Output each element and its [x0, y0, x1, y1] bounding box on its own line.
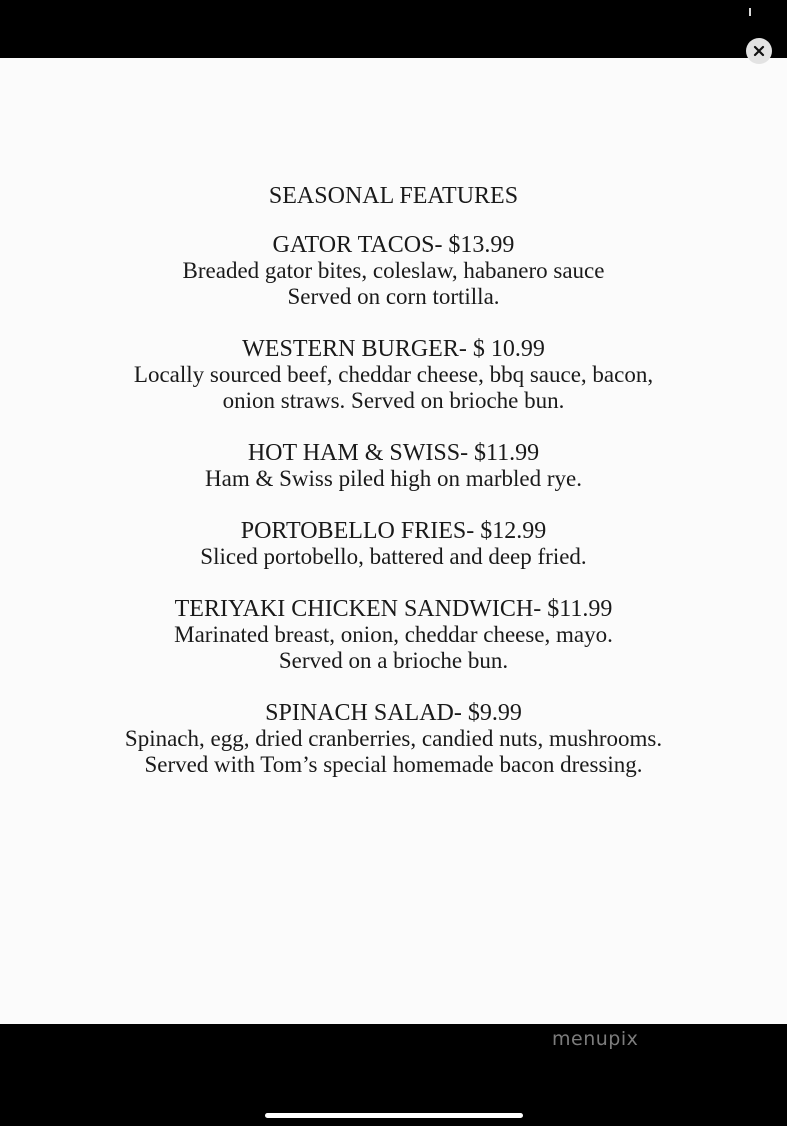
menu-list	[0, 232, 787, 804]
menu-item	[0, 518, 787, 570]
menu-item-description-line: Sliced portobello, battered and deep fried.	[200, 544, 587, 569]
menu-item-description-line: onion straws. Served on brioche bun.	[222, 388, 565, 413]
menu-item-description-line: Ham & Swiss piled high on marbled rye.	[205, 466, 582, 491]
home-indicator[interactable]	[265, 1113, 523, 1118]
menu-item	[0, 440, 787, 492]
close-icon	[753, 45, 765, 57]
menu-item-description-line: Served with Tom’s special homemade bacon dressing.	[144, 752, 643, 777]
close-button[interactable]	[746, 38, 772, 64]
menu-page-image	[0, 58, 787, 1024]
menu-item	[0, 596, 787, 674]
menu-item-name-price: WESTERN BURGER- $ 10.99	[242, 336, 545, 362]
menu-item	[0, 232, 787, 310]
menu-item-name-price: PORTOBELLO FRIES- $12.99	[240, 518, 547, 544]
menu-item-description-line: Served on corn tortilla.	[287, 284, 500, 309]
menu-title: SEASONAL FEATURES	[268, 183, 519, 209]
menupix-watermark: menupix	[552, 1028, 639, 1050]
menu-item-name-price: GATOR TACOS- $13.99	[272, 232, 515, 258]
menu-item-name-price: SPINACH SALAD- $9.99	[265, 700, 522, 726]
menu-item-description-line: Breaded gator bites, coleslaw, habanero sauce	[182, 258, 605, 283]
menu-item-name-price: TERIYAKI CHICKEN SANDWICH- $11.99	[174, 596, 613, 622]
menu-item-description-line: Served on a brioche bun.	[278, 648, 509, 673]
menu-item-name-price: HOT HAM & SWISS- $11.99	[247, 440, 540, 466]
status-bar-indicator	[749, 8, 751, 16]
menu-item-description-line: Spinach, egg, dried cranberries, candied nuts, mushrooms.	[124, 726, 663, 751]
menu-item	[0, 700, 787, 778]
menu-item	[0, 336, 787, 414]
menu-item-description-line: Locally sourced beef, cheddar cheese, bbq sauce, bacon,	[133, 362, 654, 387]
menu-item-description-line: Marinated breast, onion, cheddar cheese, mayo.	[174, 622, 613, 647]
